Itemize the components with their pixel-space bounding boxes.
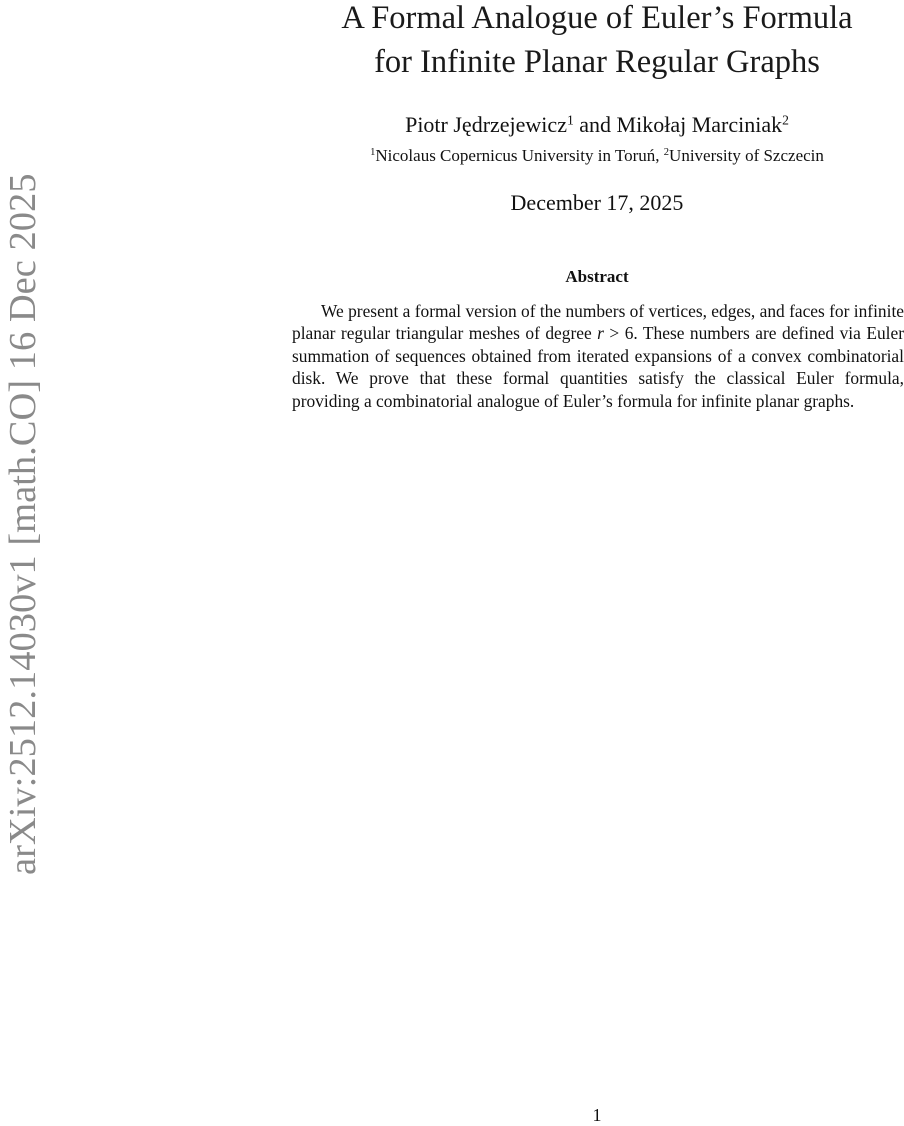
author-2-affiliation-mark: 2 (782, 112, 789, 128)
abstract-text (292, 300, 904, 412)
paper-title-line-1: A Formal Analogue of Euler’s Formula (341, 0, 853, 36)
affiliation-list (290, 145, 904, 167)
paper-title-line-2: for Infinite Planar Regular Graphs (374, 44, 820, 80)
publication-date: December 17, 2025 (510, 190, 684, 215)
author-connector: and (573, 112, 617, 137)
arxiv-identifier-stamp (0, 90, 44, 875)
abstract-math-variable: r (597, 323, 604, 344)
author-2-name: Mikołaj Marciniak (616, 112, 783, 137)
author-list (290, 112, 904, 138)
affiliation-1: Nicolaus Copernicus University in Toruń, (375, 146, 660, 165)
paper-title (290, 0, 904, 84)
author-1-name: Piotr Jędrzejewicz (405, 112, 567, 137)
abstract-math-relation: > 6 (603, 323, 634, 344)
abstract-text-part-2: . These numbers are defined via Euler summation of sequences obtained from iterated expansions of a convex combinatorial disk. We prove that these formal quantities satisfy the classical Euler formula, providing a combinatorial analogue of Euler’s formula for infinite planar graphs. (292, 323, 904, 411)
affiliation-1-mark: 1 (370, 147, 376, 159)
abstract-text-part-1: We present a formal version of the numbers of vertices, edges, and faces for infinite planar regular triangular meshes of degree (292, 301, 904, 344)
abstract-heading: Abstract (565, 267, 629, 286)
affiliation-2-mark: 2 (663, 147, 670, 159)
affiliation-2: University of Szczecin (669, 146, 824, 165)
arxiv-identifier-text: arXiv:2512.14030v1 [math.CO] 16 Dec 2025 (2, 173, 44, 875)
page-number: 1 (592, 1105, 602, 1125)
author-1-affiliation-mark: 1 (566, 112, 574, 128)
